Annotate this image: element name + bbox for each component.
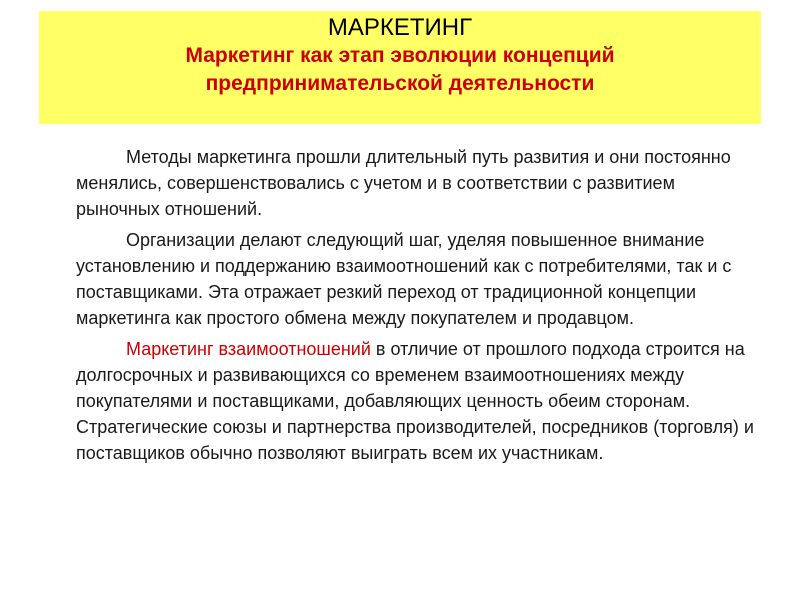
paragraph-relationship-marketing: [76, 336, 756, 466]
strategic-alliances-text: Стратегические союзы и партнерства производителей, посредников (торговля) и поставщиков обычно позволяют выиграть всем их участникам.: [76, 417, 754, 463]
slide-subtitle-line-2: предпринимательской деятельности: [205, 72, 595, 95]
relationship-marketing-term: Маркетинг взаимоотношений: [126, 339, 371, 359]
relationship-marketing-text: в отличие от прошлого подхода строится на долгосрочных и развивающихся со временем взаимоотношениях между покупателями и поставщиками, добавляющих ценность обеим сторонам.: [76, 339, 745, 411]
paragraph-organizations: Организации делают следующий шаг, уделяя повышенное внимание установлению и поддержанию взаимоотношений как с потребителями, так и с поставщиками. Эта отражает резкий переход от традиционной концепции маркетинга как простого обмена между покупателем и продавцом.: [76, 230, 732, 328]
slide-title: МАРКЕТИНГ: [327, 14, 473, 41]
slide-subtitle-line-1: Маркетинг как этап эволюции концепций: [185, 44, 615, 67]
paragraph-methods: Методы маркетинга прошли длительный путь развития и они постоянно менялись, совершенствовались с учетом и в соответствии с развитием рыночных отношений.: [76, 147, 731, 219]
header-banner: [39, 11, 761, 124]
slide-body: [76, 144, 756, 471]
